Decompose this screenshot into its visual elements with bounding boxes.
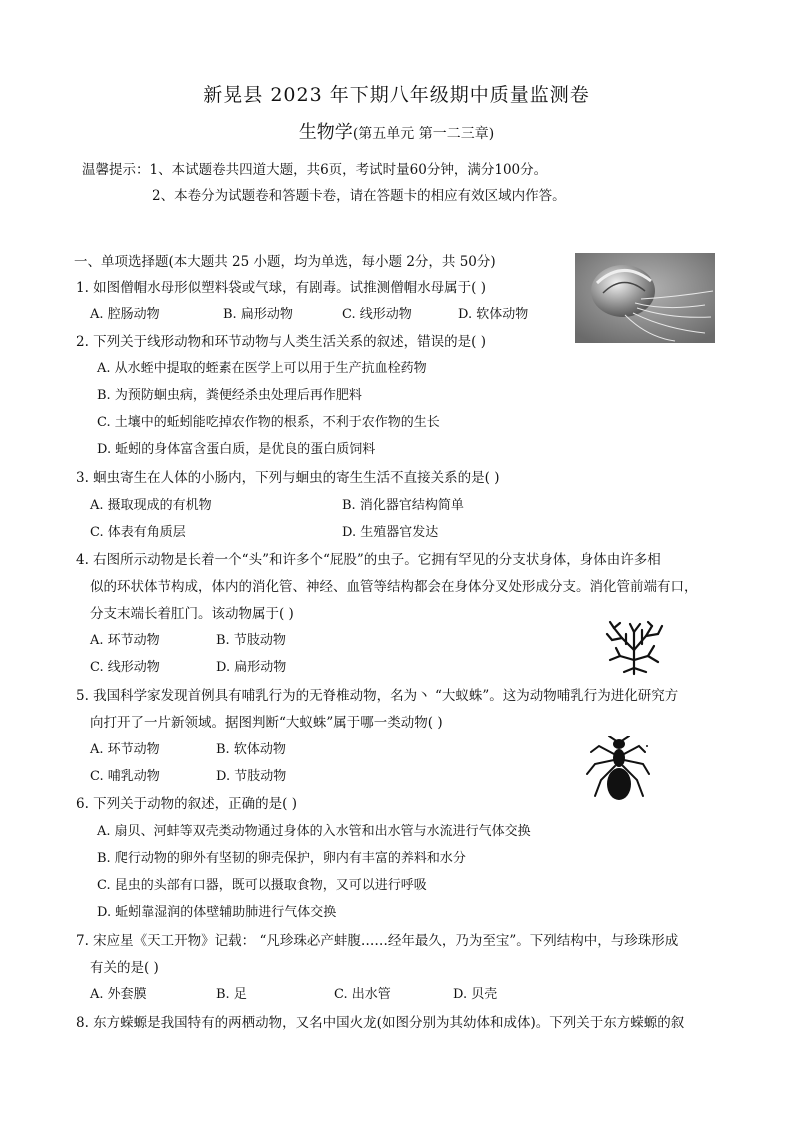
q1-option-d: D. 软体动物: [458, 307, 529, 322]
q6-option-b: B. 爬行动物的卵外有坚韧的卵壳保护，卵内有丰富的养料和水分: [97, 851, 466, 866]
q6-option-c: C. 昆虫的头部有口器，既可以摄取食物，又可以进行呼吸: [97, 878, 427, 893]
q3-option-a: A. 摄取现成的有机物: [90, 498, 212, 513]
question-4-stem-1: 4. 右图所示动物是长着一个“头”和许多个“屁股”的虫子。它拥有罕见的分支状身体，身体由许多相: [76, 552, 661, 568]
section-heading: 一、单项选择题(本大题共 25 小题，均为单选，每小题 2分，共 50分): [74, 254, 496, 270]
subject-name: 生物学: [298, 122, 353, 143]
q1-option-a: A. 腔肠动物: [90, 307, 160, 322]
tip-line-1: 温馨提示：1、本试题卷共四道大题，共6页，考试时量60分钟，满分100分。: [82, 162, 548, 178]
question-4-stem-3: 分支末端长着肛门。该动物属于( ): [90, 606, 294, 622]
tip-line-2: 2、本卷分为试题卷和答题卡卷，请在答题卡的相应有效区域内作答。: [152, 188, 566, 204]
question-1-stem: 1. 如图僧帽水母形似塑料袋或气球，有剧毒。试推测僧帽水母属于( ): [76, 280, 486, 296]
q5-option-c: C. 哺乳动物: [90, 769, 160, 784]
q2-option-d: D. 蚯蚓的身体富含蛋白质，是优良的蛋白质饲料: [97, 442, 376, 457]
question-3-stem: 3. 蛔虫寄生在人体的小肠内，下列与蛔虫的寄生生活不直接关系的是( ): [76, 470, 500, 486]
q7-option-c: C. 出水管: [334, 987, 391, 1002]
subject-note: (第五单元 第一二三章): [352, 126, 495, 142]
q3-option-d: D. 生殖器官发达: [342, 525, 439, 540]
q2-option-a: A. 从水蛭中提取的蛭素在医学上可以用于生产抗血栓药物: [97, 361, 427, 376]
q6-option-d: D. 蚯蚓靠湿润的体壁辅助肺进行气体交换: [97, 905, 337, 920]
q4-option-d: D. 扁形动物: [216, 660, 287, 675]
q7-option-a: A. 外套膜: [90, 987, 147, 1002]
question-8-stem: 8. 东方蝾螈是我国特有的两栖动物，又名中国火龙(如图分别为其幼体和成体)。下列关于东方蝾螈的叙: [76, 1015, 685, 1031]
q5-option-a: A. 环节动物: [90, 742, 160, 757]
q3-option-c: C. 体表有角质层: [90, 525, 186, 540]
question-7-stem-1: 7. 宋应星《天工开物》记载： “凡珍珠必产蚌腹……经年最久，乃为至宝”。下列结构中，与珍珠形成: [76, 933, 679, 949]
exam-title: 新晃县 2023 年下期八年级期中质量监测卷: [203, 84, 590, 106]
q2-option-c: C. 土壤中的蚯蚓能吃掉农作物的根系，不利于农作物的生长: [97, 415, 440, 430]
question-5-stem-1: 5. 我国科学家发现首例具有哺乳行为的无脊椎动物，名为丶 “大蚁蛛”。这为动物哺乳行为进化研究方: [76, 688, 679, 704]
question-2-stem: 2. 下列关于线形动物和环节动物与人类生活关系的叙述，错误的是( ): [76, 334, 486, 350]
q7-option-d: D. 贝壳: [453, 987, 498, 1002]
question-7-stem-2: 有关的是( ): [90, 960, 159, 976]
q6-option-a: A. 扇贝、河蚌等双壳类动物通过身体的入水管和出水管与水流进行气体交换: [97, 824, 531, 839]
exam-subtitle: [0, 118, 793, 144]
q4-option-a: A. 环节动物: [90, 633, 160, 648]
q4-option-c: C. 线形动物: [90, 660, 160, 675]
q1-option-b: B. 扁形动物: [223, 307, 293, 322]
ant-spider-figure: [585, 736, 651, 804]
q5-option-d: D. 节肢动物: [216, 769, 287, 784]
q2-option-b: B. 为预防蛔虫病，粪便经杀虫处理后再作肥料: [97, 388, 362, 403]
q7-option-b: B. 足: [216, 987, 247, 1002]
branching-worm-figure: [604, 620, 664, 676]
q4-option-b: B. 节肢动物: [216, 633, 286, 648]
q5-option-b: B. 软体动物: [216, 742, 286, 757]
question-5-stem-2: 向打开了一片新领域。据图判断“大蚁蛛”属于哪一类动物( ): [90, 715, 443, 731]
question-6-stem: 6. 下列关于动物的叙述，正确的是( ): [76, 796, 297, 812]
question-4-stem-2: 似的环状体节构成，体内的消化管、神经、血管等结构都会在身体分叉处形成分支。消化管前端有口，: [90, 579, 698, 595]
q1-option-c: C. 线形动物: [342, 307, 412, 322]
q3-option-b: B. 消化器官结构简单: [342, 498, 464, 513]
jellyfish-photo: [575, 253, 715, 343]
